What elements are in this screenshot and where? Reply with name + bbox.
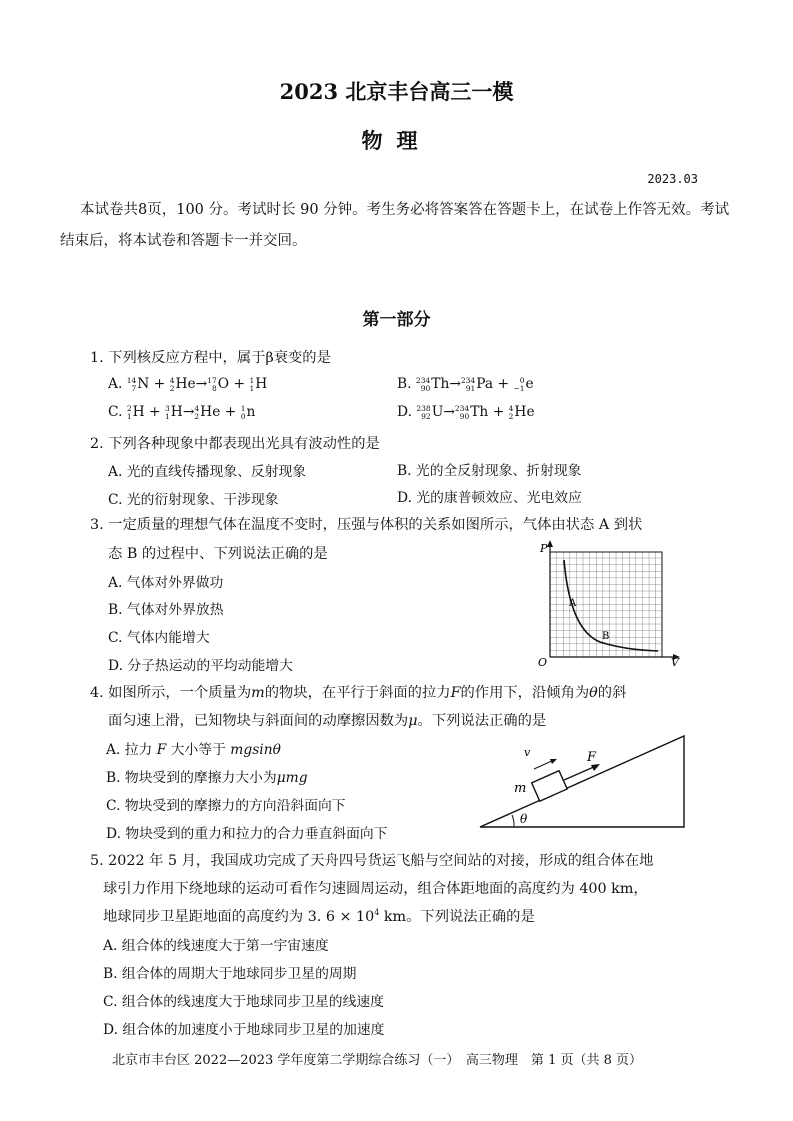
q3-stem-line2: 态 B 的过程中、下列说法正确的是 — [108, 546, 328, 562]
q4-m: m — [251, 685, 265, 701]
q1-option-b: B. 234 90 Th→ 234 91 Pa + 0 −1 e — [397, 375, 534, 393]
p-axis-label: P — [540, 542, 548, 555]
q4-option-a — [106, 738, 281, 758]
fig-v-label: v — [524, 746, 531, 759]
q4-F: F — [450, 685, 461, 701]
fig-theta-label: θ — [520, 812, 528, 826]
q4-option-a-F: F — [156, 742, 167, 758]
q3-option-c: C. 气体内能增大 — [108, 630, 210, 646]
v-axis-label: V — [671, 656, 679, 669]
q2-option-d: D. 光的康普顿效应、光电效应 — [397, 490, 582, 506]
force-arrowhead-icon — [591, 764, 600, 771]
exam-title: 2023 北京丰台高三一模 — [279, 79, 514, 104]
q2-option-a: A. 光的直线传播现象、反射现象 — [108, 464, 307, 480]
q4-stem-b: 的物块，在平行于斜面的拉力 — [264, 685, 451, 701]
q4-mu: μ — [408, 713, 418, 729]
q4-stem-a: 4. 如图所示，一个质量为 — [90, 685, 252, 701]
q4-stem-line2-a: 面匀速上滑，已知物块与斜面间的动摩擦因数为 — [108, 713, 409, 729]
pv-diagram — [530, 538, 690, 673]
q4-stem-line2-b: 。下列说法正确的是 — [417, 713, 547, 729]
block — [532, 771, 568, 801]
q5-line3-pre: 地球同步卫星距地面的高度约为 3. 6 × 10 — [103, 909, 375, 925]
q1-option-a-label: A. — [108, 376, 123, 392]
q3-option-b: B. 气体对外界放热 — [108, 602, 224, 618]
page-footer: 北京市丰台区 2022—2023 学年度第二学期综合练习（一） 高三物理 第 1 页（共 8 页） — [112, 1053, 643, 1068]
q3-stem-line1: 3. 一定质量的理想气体在温度不变时，压强与体积的关系如图所示，气体由状态 A 到状 — [90, 517, 643, 533]
q5-option-d: D. 组合体的加速度小于地球同步卫星的加速度 — [103, 1022, 385, 1038]
q4-option-c: C. 物块受到的摩擦力的方向沿斜面向下 — [106, 798, 346, 814]
q4-option-b-expr: μmg — [276, 770, 308, 786]
point-a-label: A — [569, 598, 577, 609]
q4-stem-line2 — [108, 710, 546, 730]
q4-stem-c: 的作用下，沿倾角为 — [460, 685, 590, 701]
incline-diagram — [474, 730, 694, 832]
q2-option-c: C. 光的衍射现象、干涉现象 — [108, 492, 279, 508]
q3-option-a: A. 气体对外界做功 — [108, 575, 224, 591]
q5-line2: 球引力作用下绕地球的运动可看作匀速圆周运动，组合体距地面的高度约为 400 km， — [103, 881, 648, 897]
q1-option-c: C. 2 1 H + 3 1 H→ 4 2 He + 1 0 n — [108, 403, 256, 421]
q5-option-a: A. 组合体的线速度大于第一宇宙速度 — [103, 938, 329, 954]
q5-option-b: B. 组合体的周期大于地球同步卫星的周期 — [103, 966, 357, 982]
q4-option-b — [106, 766, 308, 786]
q1-option-d: D. 238 92 U→ 234 90 Th + 4 2 He — [397, 403, 535, 421]
velocity-arrowhead-icon — [550, 759, 557, 764]
p-axis-arrow-icon — [547, 540, 553, 547]
q1-option-a: A. 14 7 N + 4 2 He→ 17 8 O + 1 1 H — [108, 375, 268, 393]
q1-option-c-label: C. — [108, 404, 123, 420]
q4-option-a-post: 大小等于 — [170, 742, 226, 758]
q4-option-a-pre: A. 拉力 — [106, 742, 153, 758]
q4-stem-line1 — [90, 682, 626, 702]
exam-date: 2023.03 — [647, 172, 698, 186]
q5-line1: 5. 2022 年 5 月，我国成功完成了天舟四号货运飞船与空间站的对接，形成的组合体在地 — [90, 853, 654, 869]
q5-line3-post: km。下列说法正确的是 — [379, 909, 535, 925]
q2-stem: 2. 下列各种现象中都表现出光具有波动性的是 — [90, 436, 380, 452]
subject-title: 物理 — [361, 128, 432, 153]
q1-stem: 1. 下列核反应方程中，属于β衰变的是 — [90, 350, 331, 366]
q1-option-b-label: B. — [397, 376, 412, 392]
angle-arc — [512, 815, 514, 827]
q4-stem-d: 的斜 — [597, 685, 627, 701]
q5-line3-exp: 4 — [374, 908, 380, 918]
q5-option-c: C. 组合体的线速度大于地球同步卫星的线速度 — [103, 994, 384, 1010]
fig-m-label: m — [514, 781, 527, 796]
q3-option-d: D. 分子热运动的平均动能增大 — [108, 658, 293, 674]
q1-option-d-label: D. — [397, 404, 412, 420]
incline — [480, 736, 684, 827]
q4-theta: θ — [589, 685, 598, 701]
q4-option-a-sin: sinθ — [252, 742, 281, 758]
q2-option-b: B. 光的全反射现象、折射现象 — [397, 463, 582, 479]
exam-instructions: 本试卷共8页，100 分。考试时长 90 分钟。考生务必将答案答在答题卡上，在试卷上作答无效。考试结束后，将本试卷和答题卡一并交回。 — [60, 202, 730, 249]
point-b-label: B — [602, 631, 610, 642]
q4-option-d: D. 物块受到的重力和拉力的合力垂直斜面向下 — [106, 826, 388, 842]
fig-F-label: F — [587, 750, 597, 765]
q5-line3 — [103, 906, 535, 926]
origin-label: O — [538, 656, 548, 669]
q4-option-b-pre: B. 物块受到的摩擦力大小为 — [106, 770, 277, 786]
section-title: 第一部分 — [362, 310, 431, 330]
q4-option-a-expr: mg — [230, 742, 253, 758]
